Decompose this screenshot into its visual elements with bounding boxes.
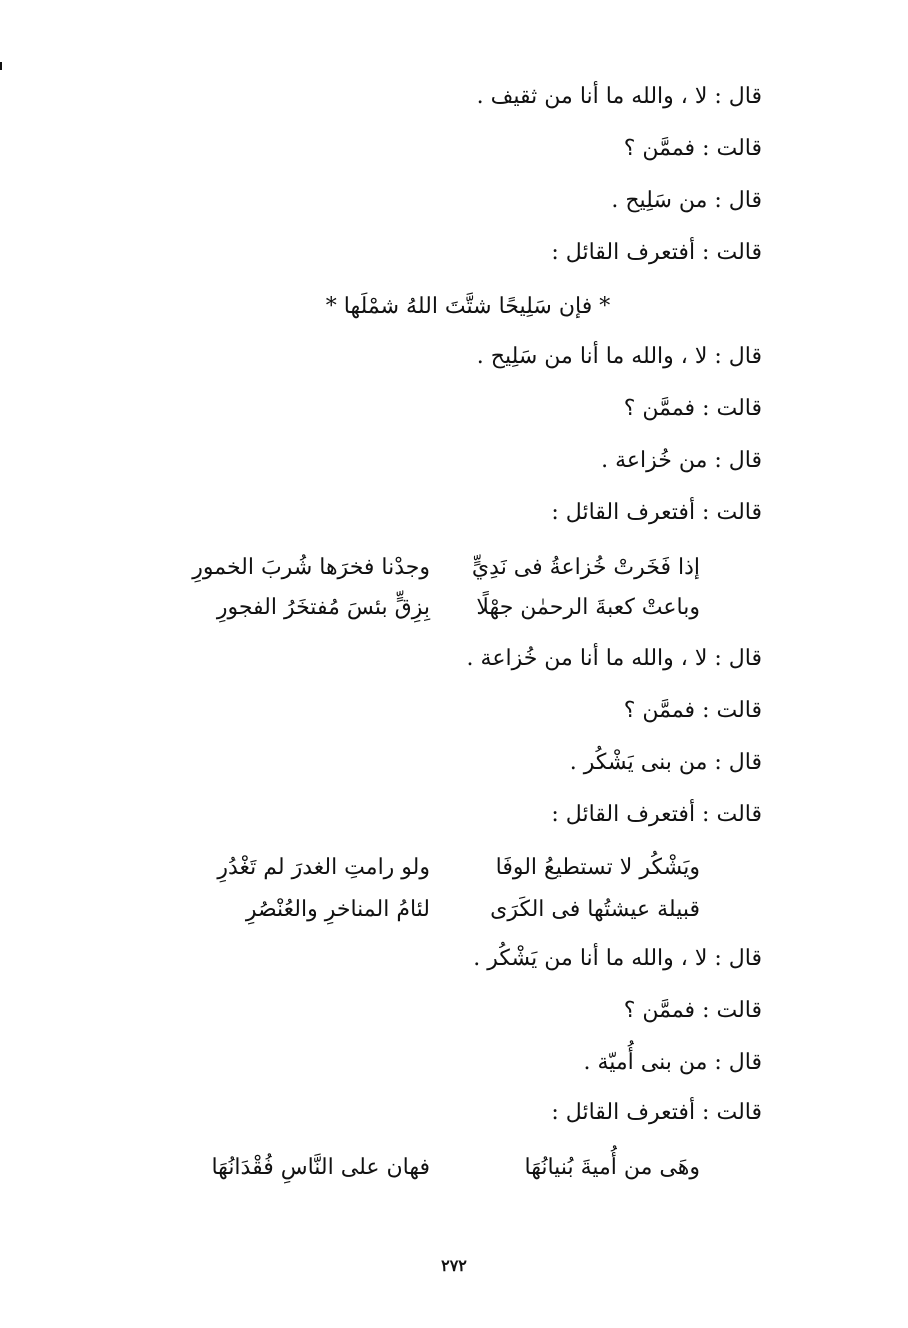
verse-second-hemistich: وجدْنا فخرَها شُربَ الخمورِ	[192, 555, 430, 580]
verse-hemistich-centered: * فإن سَلِيحًا شتَّتَ اللهُ شمْلَها *	[325, 294, 611, 319]
poem-verse	[160, 1152, 700, 1184]
verse-first-hemistich: وهَى من أُميةَ بُنيانُهَا	[524, 1155, 700, 1180]
dialogue-line: قال : لا ، والله ما أنا من يَشْكُر .	[473, 946, 762, 971]
verse-second-hemistich: ولو رامتِ الغدرَ لم تَغْدُرِ	[217, 855, 430, 880]
dialogue-line: قال : من خُزاعة .	[601, 448, 762, 473]
poem-verse	[160, 852, 700, 884]
poem-verse	[160, 592, 700, 624]
dialogue-line: قال : من سَلِيح .	[611, 188, 762, 213]
dialogue-line: قال : لا ، والله ما أنا من خُزاعة .	[466, 646, 762, 671]
dialogue-line: قالت : فممَّن ؟	[623, 698, 762, 723]
dialogue-line: قال : من بنى أُميّة .	[583, 1050, 762, 1075]
dialogue-line: قالت : فممَّن ؟	[623, 136, 762, 161]
dialogue-line: قال : لا ، والله ما أنا من سَلِيح .	[476, 344, 762, 369]
page-number: ٢٧٢	[441, 1256, 467, 1275]
dialogue-line: قال : من بنى يَشْكُر .	[569, 750, 762, 775]
verse-first-hemistich: ويَشْكُر لا تستطيعُ الوفَا	[495, 855, 700, 880]
poem-verse	[160, 552, 700, 584]
poem-verse	[160, 894, 700, 926]
dialogue-line: قال : لا ، والله ما أنا من ثقيف .	[476, 84, 762, 109]
verse-second-hemistich: فهان على النَّاسِ فُقْدَانُهَا	[211, 1155, 430, 1180]
dialogue-line: قالت : أفتعرف القائل :	[551, 500, 762, 525]
dialogue-line: قالت : أفتعرف القائل :	[551, 240, 762, 265]
verse-second-hemistich: بِزِقٍّ بئسَ مُفتخَرُ الفجورِ	[216, 595, 430, 620]
verse-first-hemistich: قبيلة عيشتُها فى الكَرَى	[490, 897, 700, 922]
dialogue-line: قالت : فممَّن ؟	[623, 396, 762, 421]
dialogue-line: قالت : أفتعرف القائل :	[551, 802, 762, 827]
dialogue-line: قالت : فممَّن ؟	[623, 998, 762, 1023]
dialogue-line: قالت : أفتعرف القائل :	[551, 1100, 762, 1125]
margin-mark	[0, 62, 2, 70]
verse-first-hemistich: إذا فَخَرتْ خُزاعةُ فى نَدِيٍّ	[471, 555, 700, 580]
verse-first-hemistich: وباعتْ كعبةَ الرحمٰن جهْلًا	[476, 595, 700, 620]
verse-second-hemistich: لئامُ المناخرِ والعُنْصُرِ	[245, 897, 430, 922]
